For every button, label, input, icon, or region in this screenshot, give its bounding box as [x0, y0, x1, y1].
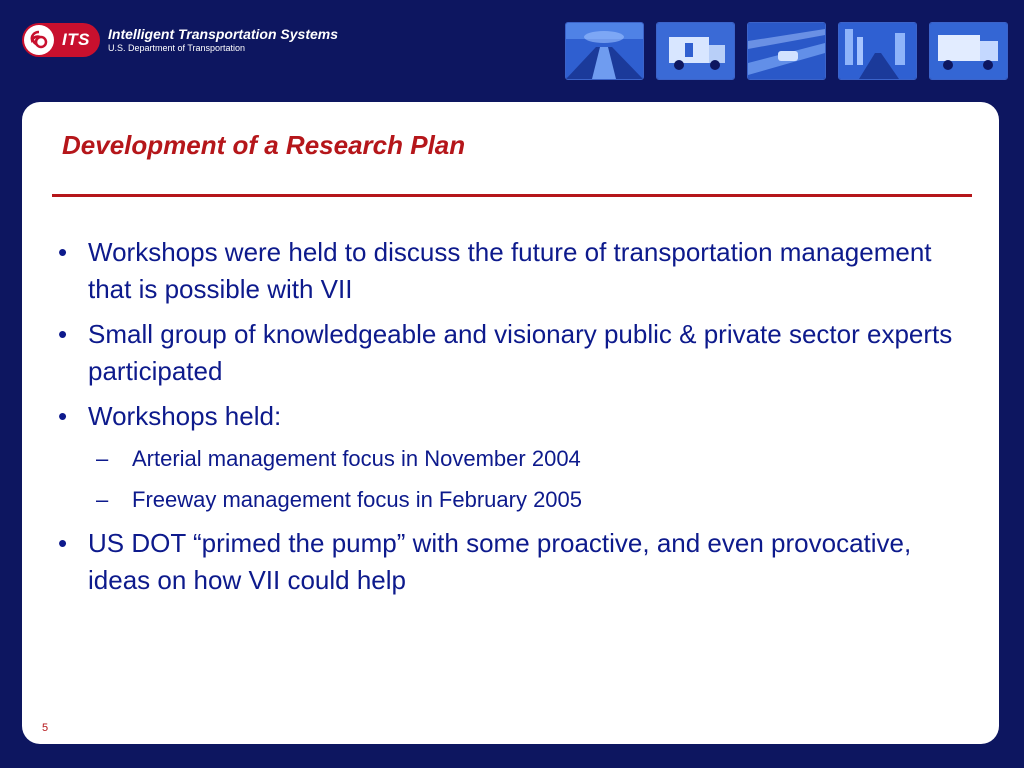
- sub-bullet-text: Freeway management focus in February 2005: [132, 487, 583, 512]
- bullet-mark: •: [58, 401, 68, 431]
- bullet-text: Small group of knowledgeable and visionary public & private sector experts participated: [88, 319, 953, 386]
- header-band: [0, 0, 1024, 100]
- bullet-item: [58, 525, 968, 599]
- bullet-item: [58, 316, 968, 390]
- its-logo-label: ITS: [62, 30, 90, 49]
- bullet-text: Workshops were held to discuss the future of transportation management that is possible with VII: [88, 237, 932, 304]
- bullet-mark: •: [58, 319, 68, 349]
- logo-text: [108, 26, 338, 54]
- bullet-mark: •: [58, 237, 68, 267]
- bullet-mark: •: [58, 528, 68, 558]
- bullet-text: US DOT “primed the pump” with some proactive, and even provocative, ideas on how VII could help: [88, 528, 912, 595]
- title-divider: [52, 194, 972, 197]
- sub-bullet-text: Arterial management focus in November 2004: [132, 446, 581, 471]
- its-logo[interactable]: [22, 22, 338, 58]
- header-thumbnails: [565, 22, 1008, 80]
- its-logo-badge: [22, 23, 100, 57]
- traffic-blur-photo-icon: [747, 22, 826, 80]
- truck-photo-icon: [929, 22, 1008, 80]
- sub-bullet-mark: –: [96, 487, 109, 512]
- sub-bullet-item: [96, 443, 968, 474]
- bullet-list: [58, 234, 968, 607]
- highway-tunnel-photo-icon: [565, 22, 644, 80]
- sub-bullet-mark: –: [96, 446, 109, 471]
- sub-bullet-item: [96, 484, 968, 515]
- slide-title: Development of a Research Plan: [62, 130, 466, 160]
- city-road-photo-icon: [838, 22, 917, 80]
- bullet-item: [58, 234, 968, 308]
- logo-title: Intelligent Transportation Systems: [108, 26, 339, 42]
- slide-card: [22, 102, 999, 744]
- logo-subtitle: U.S. Department of Transportation: [108, 43, 246, 53]
- ambulance-photo-icon: [656, 22, 735, 80]
- bullet-text: Workshops held:: [88, 401, 282, 431]
- bullet-item: [58, 398, 968, 435]
- page-number: 5: [42, 722, 49, 734]
- dot-swirl-icon: [24, 25, 54, 55]
